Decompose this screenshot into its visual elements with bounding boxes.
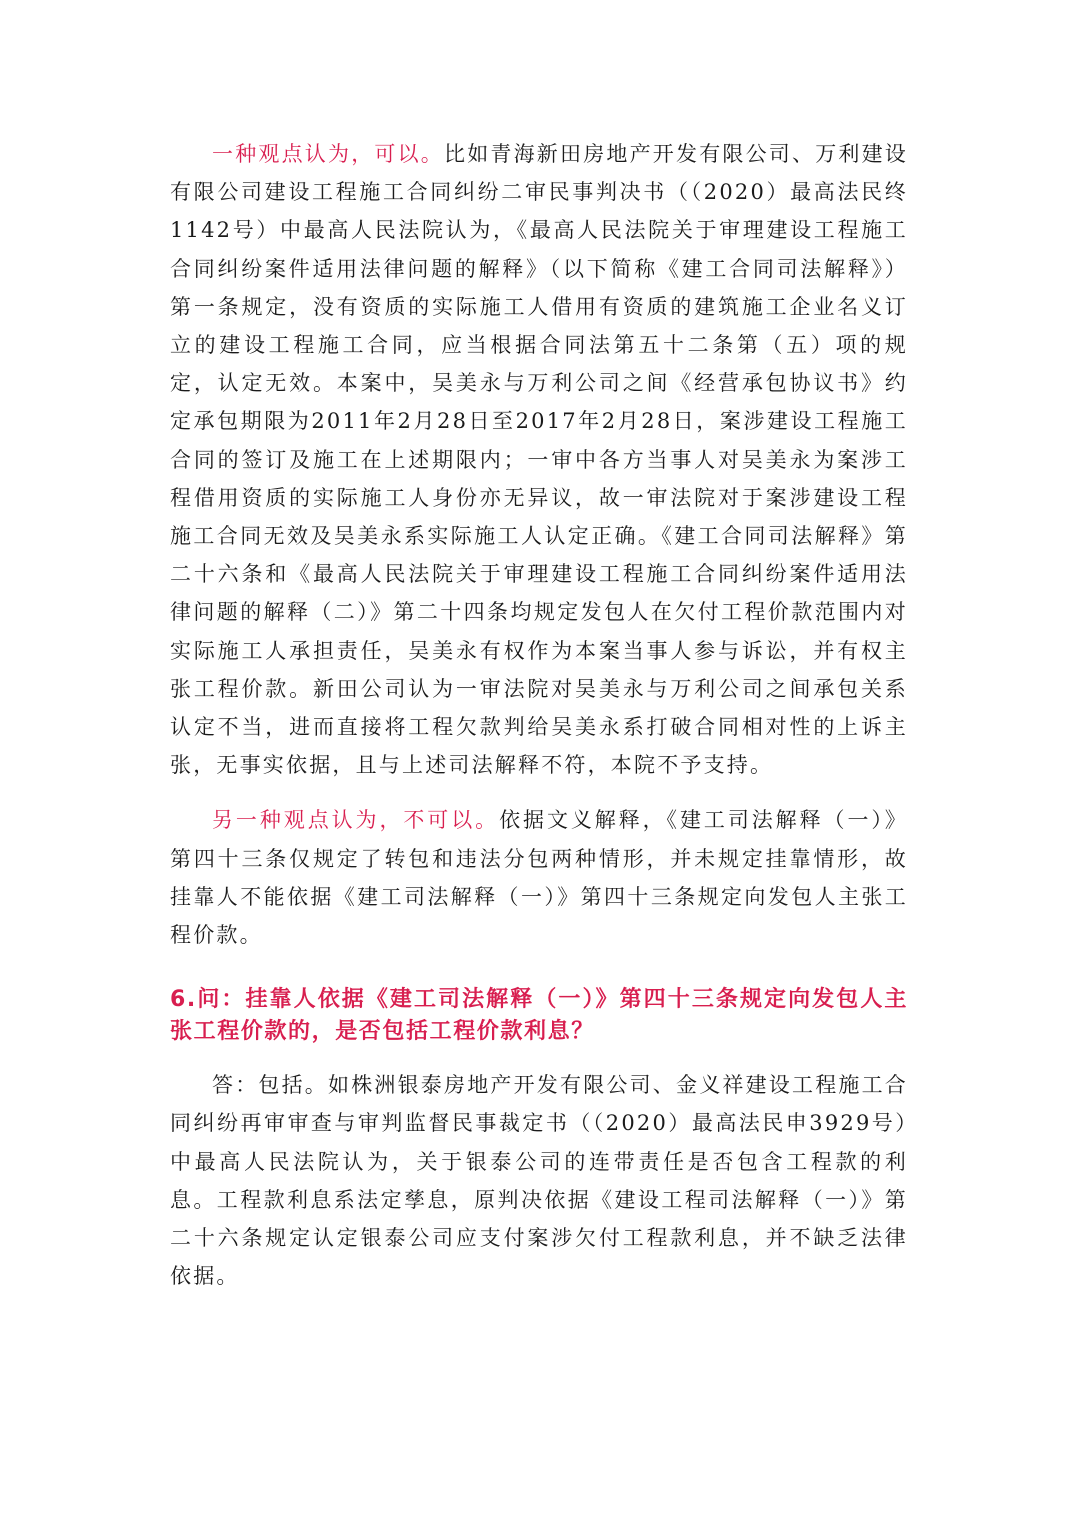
document-page xyxy=(170,135,908,1295)
paragraph-view-no xyxy=(170,801,908,954)
view-no-body: 依据文义解释，《建工司法解释（一）》第四十三条仅规定了转包和违法分包两种情形，并未规定挂靠情形，故挂靠人不能依据《建工司法解释（一）》第四十三条规定向发包人主张工程价款。 xyxy=(170,808,908,948)
view-yes-body: 比如青海新田房地产开发有限公司、万利建设有限公司建设工程施工合同纠纷二审民事判决书（（2020）最高法民终1142号）中最高人民法院认为，《最高人民法院关于审理建设工程施工合同纠纷案件适用法律问题的解释》（以下简称《建工合同司法解释》）第一条规定，没有资质的实际施工人借用有资质的建筑施工企业名义订立的建设工程施工合同，应当根据合同法第五十二条第（五）项的规定，认定无效。本案中，吴美永与万利公司之间《经营承包协议书》约定承包期限为2011年2月28日至2017年2月28日，案涉建设工程施工合同的签订及施工在上述期限内；一审中各方当事人对吴美永为案涉工程借用资质的实际施工人身份亦无异议，故一审法院对于案涉建设工程施工合同无效及吴美永系实际施工人认定正确。《建工合同司法解释》第二十六条和《最高人民法院关于审理建设工程施工合同纠纷案件适用法律问题的解释（二）》第二十四条均规定发包人在欠付工程价款范围内对实际施工人承担责任，吴美永有权作为本案当事人参与诉讼，并有权主张工程价款。新田公司认为一审法院对吴美永与万利公司之间承包关系认定不当，进而直接将工程欠款判给吴美永系打破合同相对性的上诉主张，无事实依据，且与上述司法解释不符，本院不予支持。 xyxy=(170,142,908,778)
view-yes-lead: 一种观点认为，可以。 xyxy=(212,142,444,166)
answer-paragraph: 答：包括。如株洲银泰房地产开发有限公司、金义祥建设工程施工合同纠纷再审审查与审判监督民事裁定书（（2020）最高法民申3929号）中最高人民法院认为，关于银泰公司的连带责任是否包含工程款的利息。工程款利息系法定孳息，原判决依据《建设工程司法解释（一）》第二十六条规定认定银泰公司应支付案涉欠付工程款利息，并不缺乏法律依据。 xyxy=(170,1073,908,1289)
question-heading: 6.问：挂靠人依据《建工司法解释（一）》第四十三条规定向发包人主张工程价款的，是否包括工程价款利息？ xyxy=(170,987,908,1045)
paragraph-view-yes xyxy=(170,135,908,784)
view-no-lead: 另一种观点认为，不可以。 xyxy=(212,808,500,833)
